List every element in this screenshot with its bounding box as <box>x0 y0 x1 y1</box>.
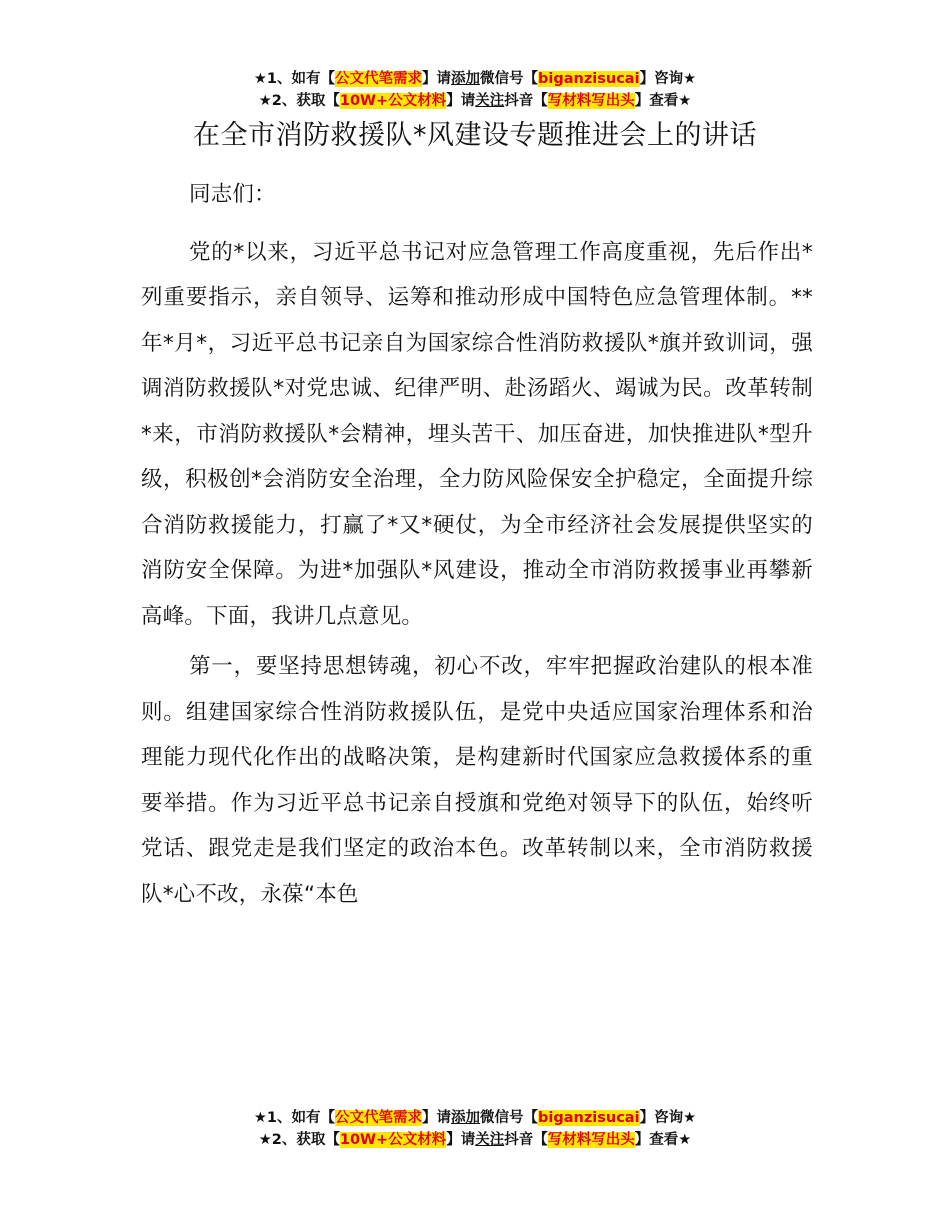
promo-underline-add: 添加 <box>451 71 481 87</box>
promo-highlight-materials-bottom: 10W+公文材料 <box>339 1132 447 1148</box>
promo-line-1-prefix: ★1、如有【 <box>253 71 336 87</box>
paragraph-intro: 党的*以来，习近平总书记对应急管理工作高度重视，先后作出*列重要指示，亲自领导、运筹和推动形成中国特色应急管理体制。**年*月*，习近平总书记亲自为国家综合性消防救援队*旗并致训词，强调消防救援队*对党忠诚、纪律严明、赴汤蹈火、竭诚为民。改革转制*来，市消防救援队*会精神，埋头苦干、加压奋进，加快推进队*型升级，积极创*会消防安全治理，全力防风险保安全护稳定，全面提升综合消防救援能力，打赢了*又*硬仗，为全市经济社会发展提供坚实的消防安全保障。为进*加强队*风建设，推动全市消防救援事业再攀新高峰。下面，我讲几点意见。 <box>141 239 813 629</box>
promo-underline-follow-bottom: 关注 <box>475 1132 505 1148</box>
promo-line-1-suffix: 】咨询★ <box>639 71 697 87</box>
promo-highlight-wechat-id-bottom: biganzisucai <box>538 1110 640 1126</box>
promo-line-2-suffix-bottom: 】查看★ <box>634 1132 692 1148</box>
paragraph-first-point: 第一，要坚持思想铸魂，初心不改，牢牢把握政治建队的根本准则。组建国家综合性消防救援队伍，是党中央适应国家治理体系和治理能力现代化作出的战略决策，是构建新时代国家应急救援体系的重要举措。作为习近平总书记亲自授旗和党绝对领导下的队伍，始终听党话、跟党走是我们坚定的政治本色。改革转制以来，全市消防救援队*心不改，永葆“本色 <box>141 654 813 907</box>
promo-line-2-prefix: ★2、获取【 <box>258 93 340 109</box>
promo-line-2-text-bottom: 】请 <box>446 1132 476 1148</box>
promo-highlight-wechat-id: biganzisucai <box>538 71 640 87</box>
promo-highlight-materials: 10W+公文材料 <box>339 93 447 109</box>
promo-line-2-text-2: 抖音【 <box>504 93 548 109</box>
promo-underline-add-bottom: 添加 <box>451 1110 481 1126</box>
promo-line-1 <box>0 68 950 90</box>
promo-line-2-bottom <box>0 1129 950 1151</box>
promo-line-1-text-bottom: 】请 <box>422 1110 452 1126</box>
promo-line-1-text: 】请 <box>422 71 452 87</box>
promo-line-2-text: 】请 <box>446 93 476 109</box>
promo-underline-follow: 关注 <box>475 93 505 109</box>
promo-line-1-text-2: 微信号【 <box>480 71 539 87</box>
promo-line-1-bottom <box>0 1107 950 1129</box>
promo-highlight-douyin-id-bottom: 写材料写出头 <box>547 1132 635 1148</box>
promo-line-2-prefix-bottom: ★2、获取【 <box>258 1132 340 1148</box>
promo-line-1-prefix-bottom: ★1、如有【 <box>253 1110 336 1126</box>
promo-banner-bottom <box>0 1107 950 1151</box>
promo-highlight-douyin-id: 写材料写出头 <box>547 93 635 109</box>
promo-line-1-suffix-bottom: 】咨询★ <box>639 1110 697 1126</box>
promo-line-2-suffix: 】查看★ <box>634 93 692 109</box>
greeting: 同志们： <box>189 182 276 207</box>
promo-line-2 <box>0 90 950 112</box>
document-body <box>141 172 813 922</box>
promo-highlight-service-bottom: 公文代笔需求 <box>335 1110 423 1126</box>
promo-banner-top <box>0 68 950 112</box>
promo-line-1-text-2-bottom: 微信号【 <box>480 1110 539 1126</box>
promo-highlight-service: 公文代笔需求 <box>335 71 423 87</box>
promo-line-2-text-2-bottom: 抖音【 <box>504 1132 548 1148</box>
document-title: 在全市消防救援队*风建设专题推进会上的讲话 <box>193 120 757 151</box>
